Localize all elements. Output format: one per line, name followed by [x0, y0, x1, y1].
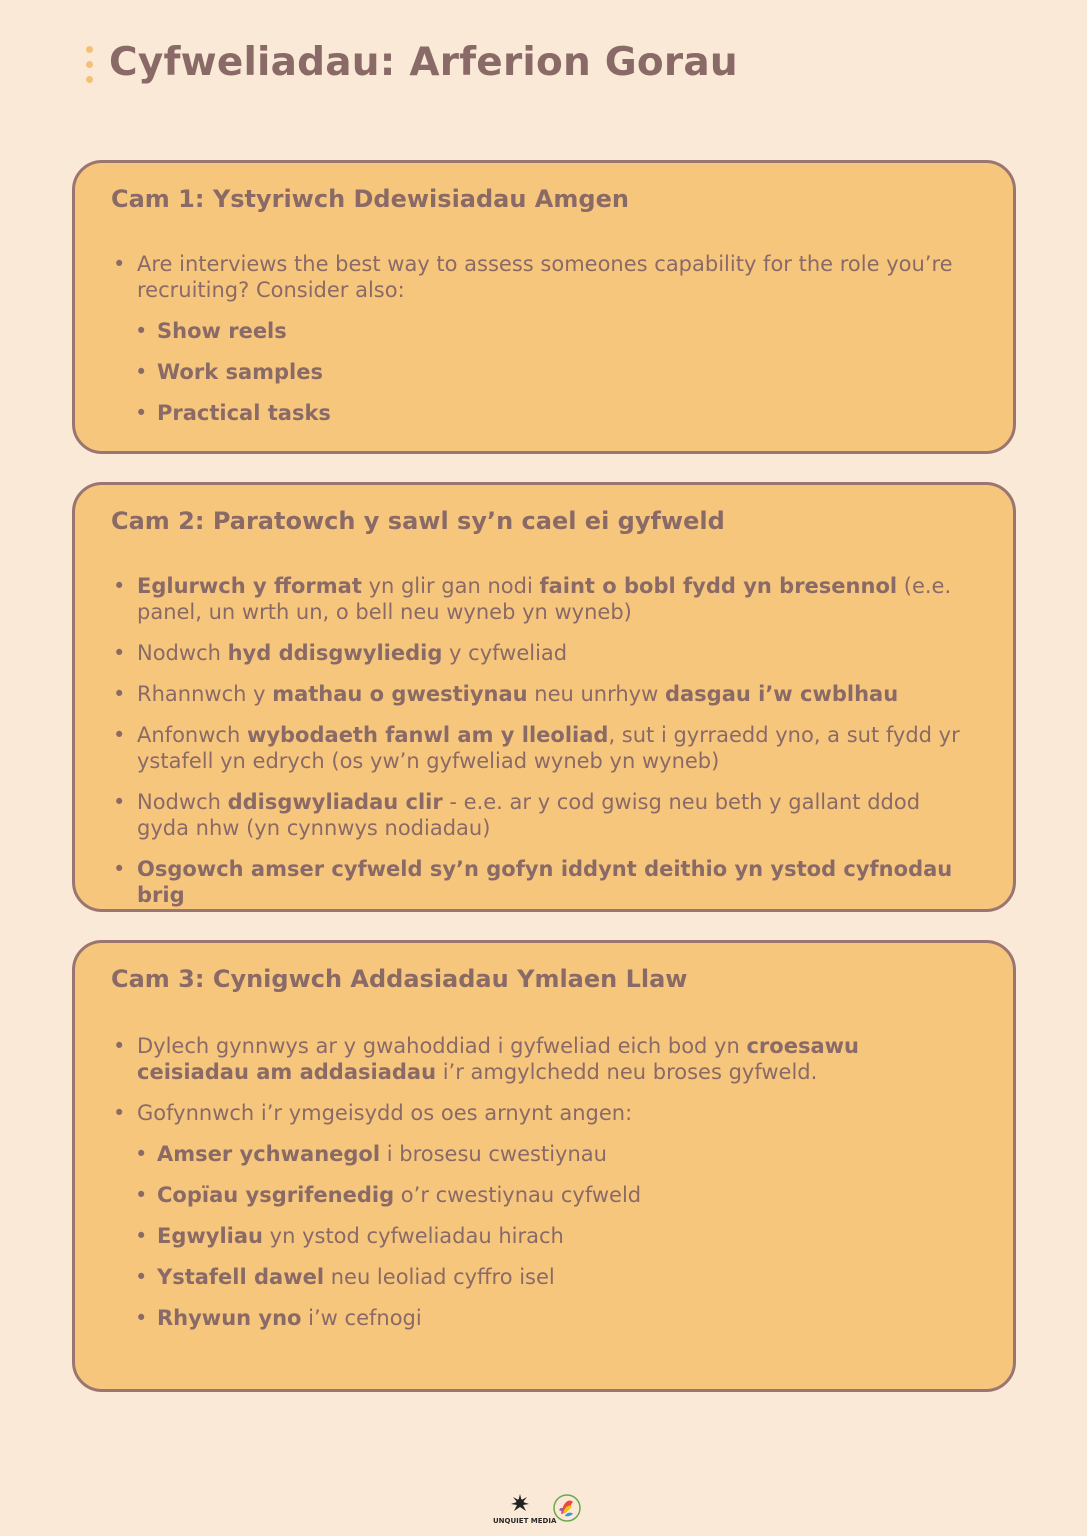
bold-text: dasgau i’w cwblhau [664, 682, 899, 706]
step-3-title: Cam 3: Cynigwch Addasiadau Ymlaen Llaw [111, 965, 688, 993]
list-item-text: , sut i gyrraedd yno, a sut fydd yr ystafell yn edrych (os yw’n gyfweliad wyneb yn wyneb) [137, 723, 960, 773]
list-item [157, 400, 977, 426]
list-item-text: y cyfweliad [442, 641, 568, 665]
list-item [137, 856, 977, 908]
bold-text: mathau o gwestiynau [272, 682, 528, 706]
alternatives-list [137, 318, 977, 426]
step-2-list [137, 573, 977, 923]
list-item-text: - e.e. ar y cod gwisg neu beth y gallant ddod gyda nhw (yn cynnwys nodiadau) [137, 790, 921, 840]
list-item [137, 1100, 977, 1331]
list-item-text: Nodwch [137, 641, 228, 665]
list-item-text: Rhannwch y [137, 682, 273, 706]
list-item [157, 359, 977, 385]
bold-text: Egwyliau [157, 1224, 263, 1248]
list-item-text: neu leoliad cyffro isel [324, 1265, 555, 1289]
list-item-text: i brosesu cwestiynau [380, 1142, 607, 1166]
list-item-text: Are interviews the best way to assess someones capability for the role you’re recruiting? Consider also: [137, 252, 953, 302]
footer-logos [490, 1490, 590, 1530]
list-item-text: i’r amgylchedd neu broses gyfweld. [436, 1060, 818, 1084]
list-item-text: neu unrhyw [527, 682, 665, 706]
step-1-card [72, 160, 1016, 454]
rainbow-dragon-logo-icon [554, 1495, 580, 1521]
step-2-title: Cam 2: Paratowch y sawl sy’n cael ei gyfweld [111, 507, 725, 535]
list-item [137, 573, 977, 625]
bold-text: Rhywun yno [157, 1306, 302, 1330]
bold-text: Show reels [157, 319, 287, 343]
bold-text: hyd ddisgwyliedig [227, 641, 443, 665]
footer-logo-text: UNQUIET MEDIA [493, 1517, 557, 1525]
list-item-text: Gofynnwch i’r ymgeisydd os oes arnynt angen: [137, 1101, 633, 1125]
list-item-text: yn ystod cyfweliadau hirach [262, 1224, 564, 1248]
step-1-list [137, 251, 977, 441]
step-3-list [137, 1033, 977, 1346]
bold-text: wybodaeth fanwl am y lleoliad [246, 723, 609, 747]
bold-text: ddisgwyliadau clir [227, 790, 443, 814]
list-item-text: i’w cefnogi [301, 1306, 422, 1330]
list-item [137, 681, 977, 707]
step-1-title: Cam 1: Ystyriwch Ddewisiadau Amgen [111, 185, 629, 213]
list-item [137, 722, 977, 774]
list-item [137, 789, 977, 841]
list-item-text: Nodwch [137, 790, 228, 814]
list-item [157, 1223, 977, 1249]
list-item [137, 640, 977, 666]
list-item [157, 1305, 977, 1331]
list-item [157, 1141, 977, 1167]
step-3-card [72, 940, 1016, 1392]
bold-text: Osgowch amser cyfweld sy’n gofyn iddynt deithio yn ystod cyfnodau brig [137, 857, 953, 907]
list-item [157, 1182, 977, 1208]
bold-text: Practical tasks [157, 401, 331, 425]
step-2-card [72, 482, 1016, 912]
list-item-text: Dylech gynnwys ar y gwahoddiad i gyfweliad eich bod yn [137, 1034, 747, 1058]
list-item-text: o’r cwestiynau cyfweld [394, 1183, 642, 1207]
bold-text: Eglurwch y fformat [137, 574, 362, 598]
bold-text: Work samples [157, 360, 324, 384]
list-item-text: yn glir gan nodi [361, 574, 540, 598]
bold-text: croesawu ceisiadau am addasiadau [137, 1034, 859, 1084]
bold-text: Copïau ysgrifenedig [157, 1183, 395, 1207]
title-accent-dots [86, 46, 94, 91]
list-item [137, 1033, 977, 1085]
bold-text: faint o bobl fydd yn bresennol [539, 574, 898, 598]
list-item-text: Anfonwch [137, 723, 247, 747]
list-item [157, 318, 977, 344]
bold-text: Ystafell dawel [157, 1265, 325, 1289]
bold-text: Amser ychwanegol [157, 1142, 381, 1166]
page-title: Cyfweliadau: Arferion Gorau [109, 40, 738, 85]
adjustments-list [137, 1141, 977, 1331]
list-item [137, 251, 977, 426]
list-item-text: (e.e. panel, un wrth un, o bell neu wyneb yn wyneb) [137, 574, 952, 624]
list-item [157, 1264, 977, 1290]
